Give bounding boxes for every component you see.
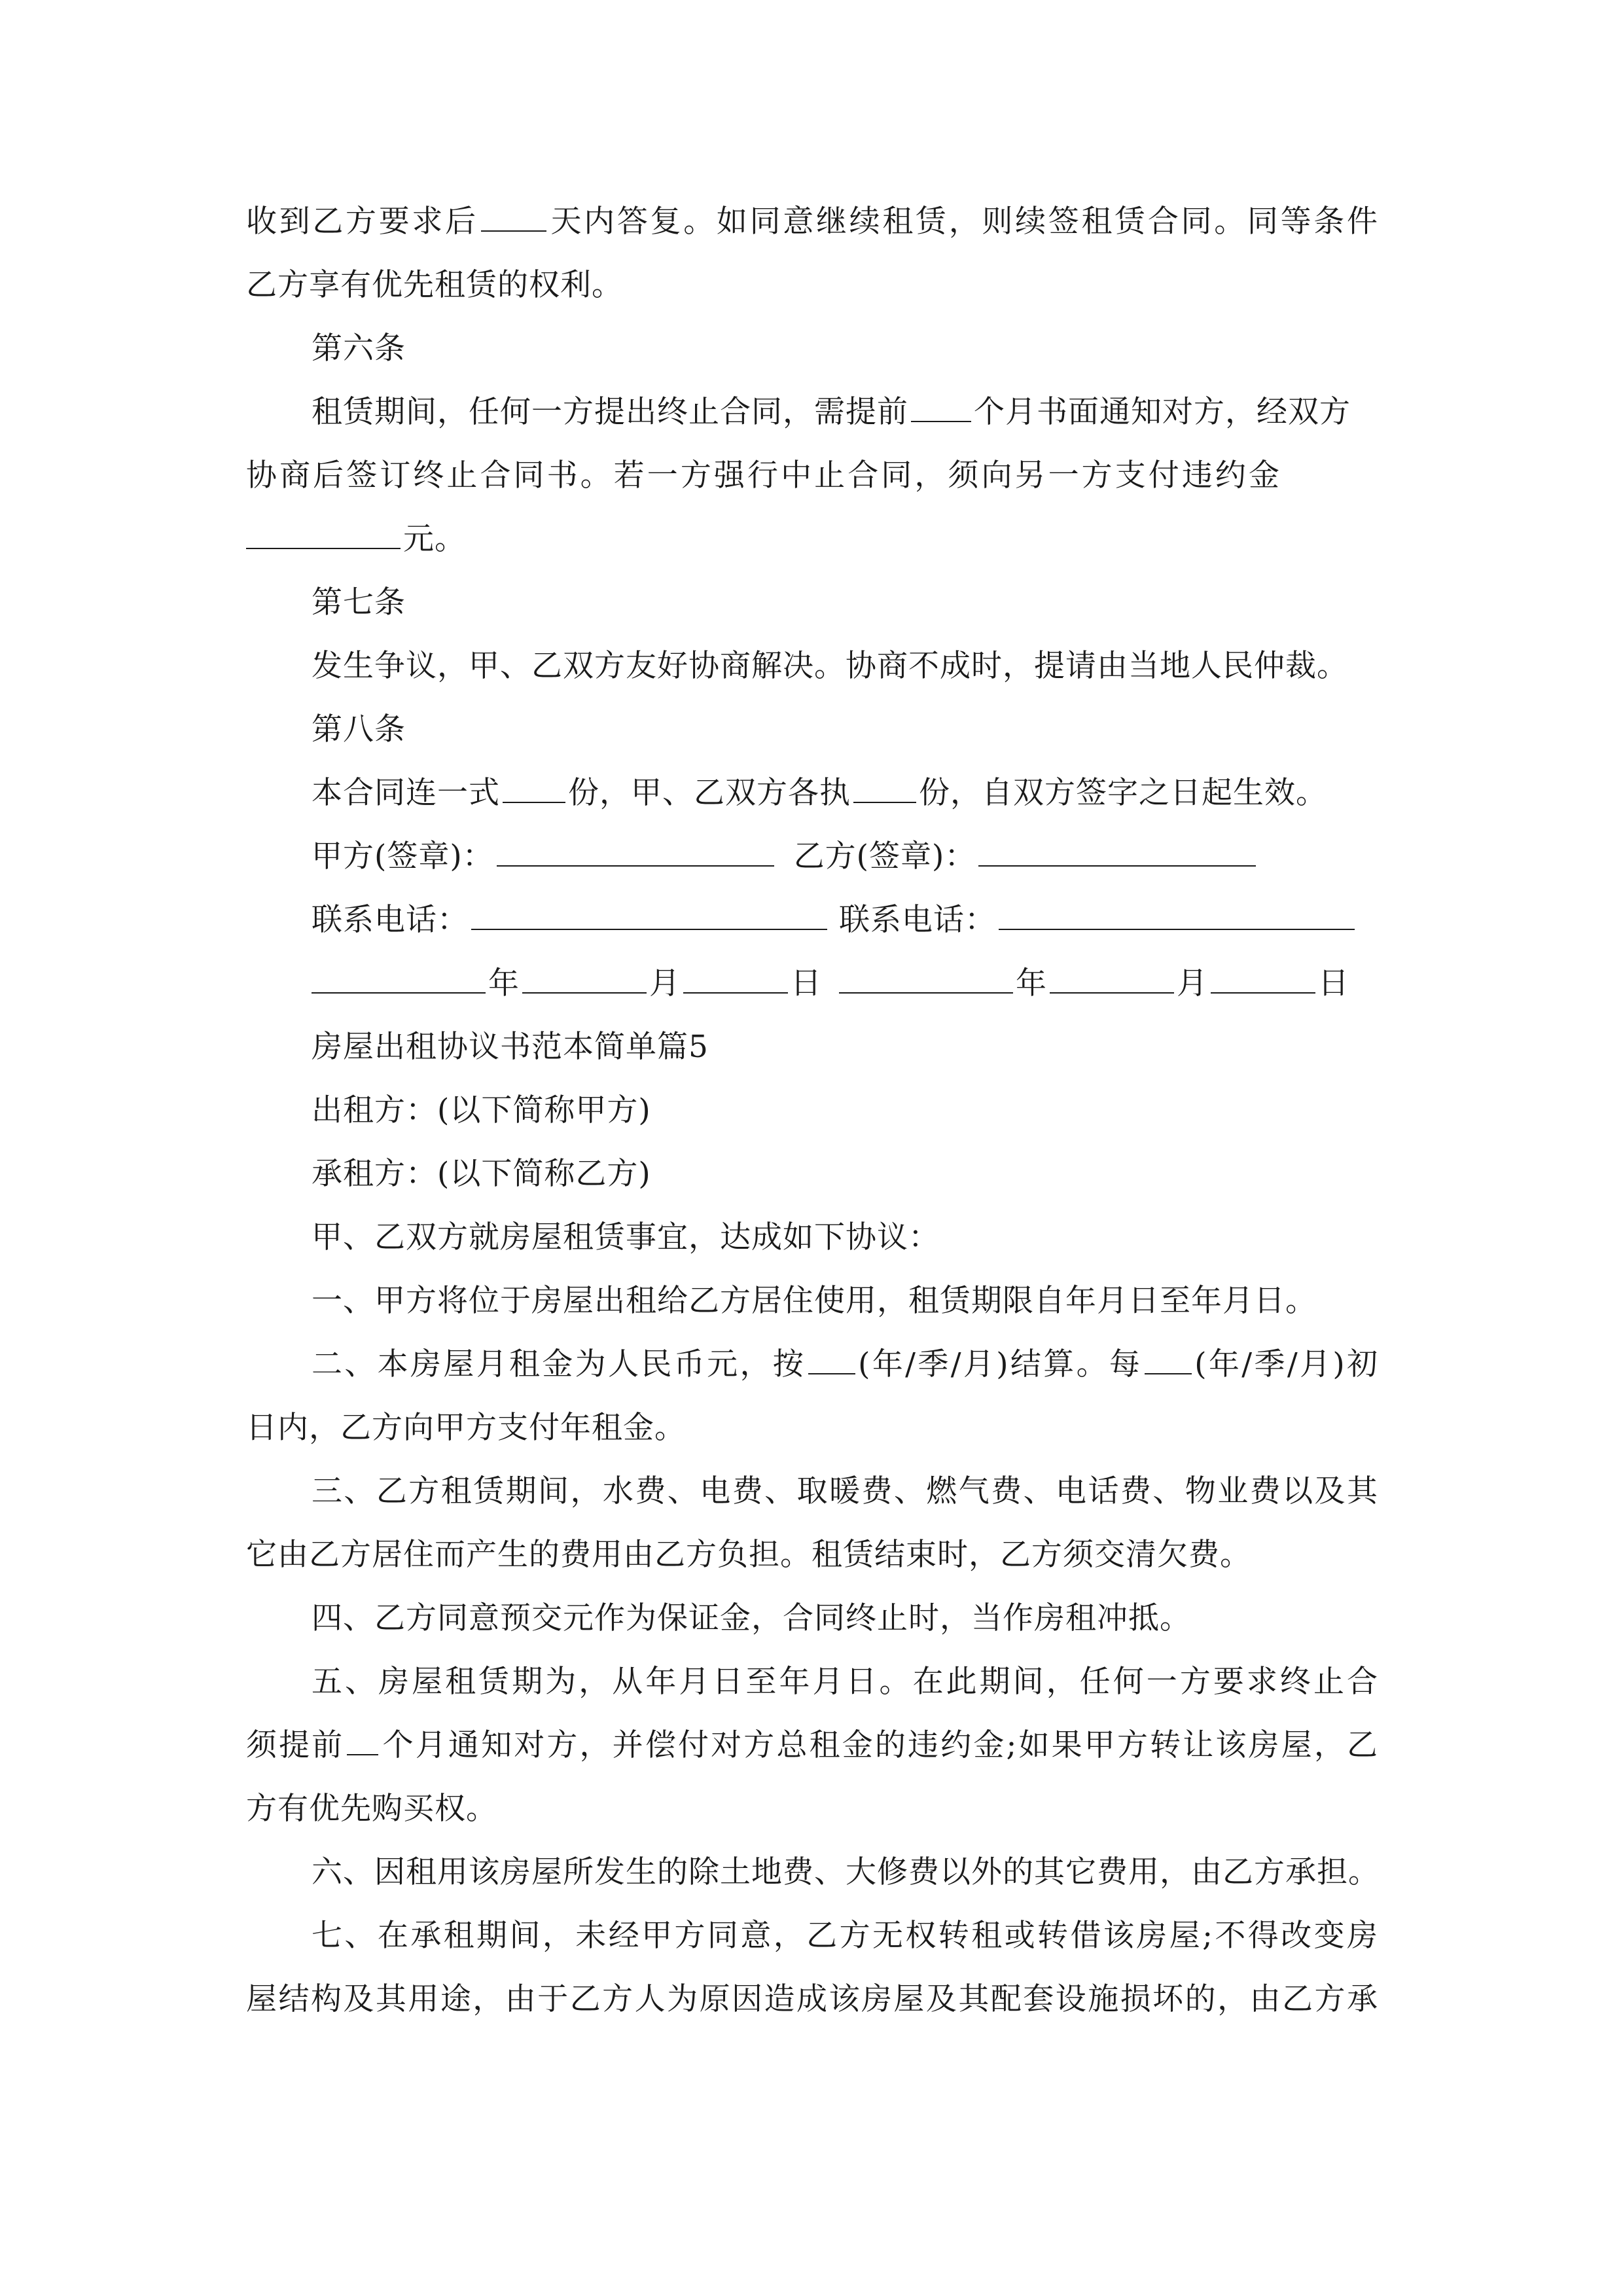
date-day-label: 日 bbox=[1318, 965, 1349, 1001]
text: 须提前 bbox=[246, 1727, 345, 1763]
party-a-phone-blank bbox=[471, 929, 827, 930]
article-7-heading: 第七条 bbox=[312, 584, 406, 620]
clause-6: 六、因租用该房屋所发生的除土地费、大修费以外的其它费用，由乙方承担。 bbox=[312, 1854, 1380, 1890]
fill-blank bbox=[347, 1754, 378, 1755]
date-month-label: 月 bbox=[649, 965, 681, 1001]
clause-2-line bbox=[246, 1333, 1378, 1396]
lessee-line: 承租方：(以下简称乙方) bbox=[312, 1156, 651, 1192]
date-blank bbox=[683, 992, 788, 994]
phone-row bbox=[246, 888, 1378, 952]
date-blank bbox=[312, 992, 486, 994]
text: 乙方享有优先租赁的权利。 bbox=[246, 267, 623, 303]
text: 个月书面通知对方，经双方 bbox=[974, 394, 1351, 430]
text: 协商后签订终止合同书。若一方强行中止合同，须向另一方支付违约金 bbox=[246, 457, 1280, 493]
party-a-phone-label: 联系电话： bbox=[312, 902, 469, 938]
date-blank bbox=[839, 992, 1013, 994]
paragraph-line bbox=[246, 444, 1378, 507]
party-b-phone-blank bbox=[999, 929, 1355, 930]
text: 份，自双方签字之日起生效。 bbox=[919, 775, 1327, 811]
text: 天内答复。如同意继续租赁，则续签租赁合同。同等条件 bbox=[548, 204, 1378, 240]
fill-blank bbox=[1145, 1373, 1192, 1374]
article-8-heading: 第八条 bbox=[312, 711, 406, 747]
fill-blank bbox=[808, 1373, 855, 1374]
party-b-signature-label: 乙方(签章)： bbox=[793, 838, 976, 874]
fill-blank bbox=[481, 230, 546, 232]
fill-blank bbox=[911, 421, 971, 422]
text: 发生争议，甲、乙双方友好协商解决。协商不成时，提请由当地人民仲裁。 bbox=[312, 648, 1348, 684]
text: 个月通知对方，并偿付对方总租金的违约金;如果甲方转让该房屋，乙 bbox=[381, 1727, 1378, 1763]
text: 收到乙方要求后 bbox=[246, 204, 478, 240]
party-b-signature-blank bbox=[978, 865, 1256, 867]
paragraph-line bbox=[246, 253, 1378, 317]
fill-blank bbox=[853, 802, 916, 803]
clause-2-line: 日内，乙方向甲方支付年租金。 bbox=[246, 1410, 686, 1446]
signature-row bbox=[246, 825, 1378, 888]
clause-5-line: 五、房屋租赁期为，从年月日至年月日。在此期间，任何一方要求终止合 bbox=[312, 1664, 1378, 1700]
date-day-label: 日 bbox=[791, 965, 822, 1001]
clause-7-line: 七、在承租期间，未经甲方同意，乙方无权转租或转借该房屋;不得改变房 bbox=[312, 1918, 1378, 1954]
clause-3-line: 三、乙方租赁期间，水费、电费、取暖费、燃气费、电话费、物业费以及其 bbox=[312, 1473, 1378, 1509]
text: 租赁期间，任何一方提出终止合同，需提前 bbox=[312, 394, 908, 430]
date-row bbox=[246, 952, 1378, 1015]
clause-5-line: 方有优先购买权。 bbox=[246, 1791, 497, 1827]
date-blank bbox=[1211, 992, 1315, 994]
date-blank bbox=[1050, 992, 1174, 994]
text: 份，甲、乙双方各执 bbox=[568, 775, 851, 811]
fill-blank bbox=[503, 802, 565, 803]
fill-blank bbox=[246, 548, 401, 549]
article-6-heading: 第六条 bbox=[312, 331, 406, 367]
clause-4: 四、乙方同意预交元作为保证金，合同终止时，当作房租冲抵。 bbox=[312, 1600, 1191, 1636]
paragraph-line bbox=[246, 190, 1378, 253]
lessor-line: 出租方：(以下简称甲方) bbox=[312, 1092, 651, 1128]
section-title: 房屋出租协议书范本简单篇5 bbox=[312, 1029, 709, 1065]
clause-3-line: 它由乙方居住而产生的费用由乙方负担。租赁结束时，乙方须交清欠费。 bbox=[246, 1537, 1251, 1573]
clause-7-line: 屋结构及其用途，由于乙方人为原因造成该房屋及其配套设施损坏的，由乙方承 bbox=[246, 1981, 1378, 2017]
clause-5-line bbox=[246, 1713, 1378, 1777]
date-month-label: 月 bbox=[1177, 965, 1208, 1001]
party-b-phone-label: 联系电话： bbox=[839, 902, 996, 938]
text: 元。 bbox=[403, 521, 466, 557]
date-year-label: 年 bbox=[1016, 965, 1047, 1001]
clause-1: 一、甲方将位于房屋出租给乙方居住使用，租赁期限自年月日至年月日。 bbox=[312, 1283, 1317, 1319]
document-body bbox=[246, 190, 1378, 2031]
text: 二、本房屋月租金为人民币元，按 bbox=[312, 1346, 806, 1382]
paragraph-line bbox=[246, 380, 1378, 444]
date-year-label: 年 bbox=[488, 965, 520, 1001]
agreement-intro: 甲、乙双方就房屋租赁事宜，达成如下协议： bbox=[312, 1219, 940, 1255]
party-a-signature-blank bbox=[497, 865, 774, 867]
text: 本合同连一式 bbox=[312, 775, 500, 811]
text: (年/季/月)初 bbox=[1194, 1346, 1378, 1382]
paragraph-line bbox=[246, 507, 1378, 571]
text: (年/季/月)结算。每 bbox=[858, 1346, 1143, 1382]
date-blank bbox=[522, 992, 647, 994]
paragraph-line bbox=[246, 761, 1378, 825]
paragraph-line bbox=[246, 634, 1378, 698]
party-a-signature-label: 甲方(签章)： bbox=[312, 838, 494, 874]
